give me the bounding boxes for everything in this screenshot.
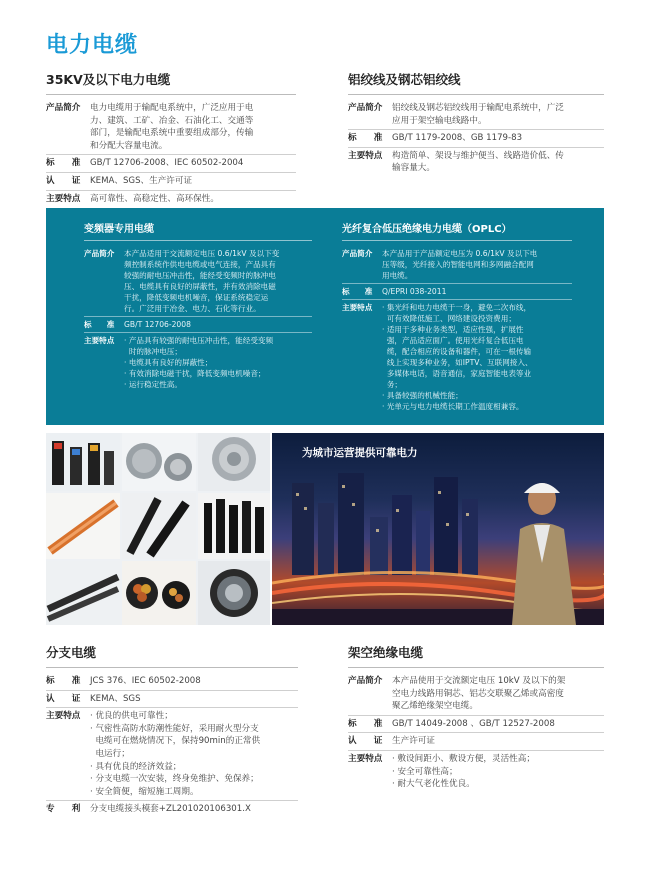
spec-row xyxy=(348,130,604,148)
section-title: 架空绝缘电缆 xyxy=(348,643,604,668)
spec-label: 主要特点 xyxy=(84,336,115,345)
spec-row xyxy=(46,173,296,191)
spec-line: KEMA、SGS xyxy=(90,693,141,704)
spec-line: · 安全可靠性高； xyxy=(392,766,458,777)
spec-value xyxy=(124,248,312,314)
spec-value xyxy=(90,175,296,188)
spec-value xyxy=(392,735,604,748)
spec-line: · 安全简便，缩短施工周期。 xyxy=(90,786,199,797)
spec-label: 标 准 xyxy=(342,287,373,296)
spec-line: 生产许可证 xyxy=(392,736,435,747)
spec-label: 标 准 xyxy=(84,320,115,329)
spec-label: 标 准 xyxy=(46,158,81,169)
section-title: 光纤复合低压绝缘电力电缆（OPLC） xyxy=(342,220,572,241)
spec-row xyxy=(348,751,604,793)
section-title: 铝绞线及钢芯铝绞线 xyxy=(348,70,604,95)
spec-row xyxy=(348,673,604,716)
spec-line: · 电缆具有良好的屏蔽性； xyxy=(124,358,213,367)
spec-value xyxy=(392,753,604,791)
spec-label: 专 利 xyxy=(46,804,81,815)
section-title: 35KV及以下电力电缆 xyxy=(46,70,296,95)
spec-value xyxy=(382,302,572,412)
spec-row xyxy=(84,317,312,333)
spec-line: · 具备较强的机械性能； xyxy=(382,391,463,400)
spec-line: 应用于架空输电线路中。 xyxy=(392,115,487,126)
spec-line: 较强的耐电压冲击性，能经受变频时的脉冲电 xyxy=(124,271,276,280)
spec-line: 本产品使用于交流额定电压 10kV 及以下的架 xyxy=(392,676,566,686)
spec-line: 本产品用于产品额定电压为 0.6/1kV 及以下电 xyxy=(382,249,538,258)
spec-line: GB/T 12706-2008 xyxy=(124,320,191,329)
spec-row xyxy=(348,100,604,130)
cable-photo-grid xyxy=(46,433,270,625)
spec-value xyxy=(124,319,312,330)
spec-line: 用电缆。 xyxy=(382,271,413,280)
spec-value xyxy=(382,286,572,297)
spec-row xyxy=(46,673,298,691)
spec-label: 主要特点 xyxy=(46,711,81,722)
spec-value xyxy=(392,102,604,127)
spec-line: · 光单元与电力电缆长期工作温度相兼容。 xyxy=(382,402,524,411)
spec-line: 压、电缆具有良好的屏蔽性，并有效消除电磁 xyxy=(124,282,276,291)
teal-feature-band xyxy=(46,208,604,425)
spec-label: 产品简介 xyxy=(348,676,383,686)
spec-row xyxy=(46,801,298,818)
spec-line: 压等级，光纤接入的智能电网和多网融合配网 xyxy=(382,260,534,269)
spec-label: 主要特点 xyxy=(342,303,373,312)
spec-label: 产品简介 xyxy=(342,249,373,258)
spec-value xyxy=(90,803,298,816)
spec-line: · 运行稳定性高。 xyxy=(124,380,182,389)
spec-label: 产品简介 xyxy=(348,103,383,113)
spec-line: 电缆可在燃烧情况下，保持90min的正常供 xyxy=(90,736,261,747)
spec-label: 产品简介 xyxy=(46,103,81,113)
spec-line: 分支电缆接头模套+ZL201020106301.X xyxy=(90,804,251,815)
spec-line: · 分支电缆一次安装，终身免维护、免保养； xyxy=(90,774,259,785)
section-title: 分支电缆 xyxy=(46,643,298,668)
spec-line: · 气密性高防水防潮性能好，采用耐火型分支 xyxy=(90,723,259,734)
spec-line: 输容量大。 xyxy=(392,163,435,174)
spec-line: 电运行； xyxy=(90,748,130,759)
spec-value xyxy=(392,132,604,145)
spec-line: 铝绞线及钢芯铝绞线用于输配电系统中，广泛 xyxy=(392,103,564,113)
spec-label: 标 准 xyxy=(46,676,81,686)
section-vfd-cable xyxy=(84,220,312,392)
spec-line: 频控制系统作供电电缆或电气连接，产品具有 xyxy=(124,260,276,269)
hero-title: 为城市运营提供可靠电力 xyxy=(302,447,418,459)
spec-line: 缆，配合相应的设备和器件，可在一根传输 xyxy=(382,347,532,356)
spec-label: 认 证 xyxy=(46,175,81,186)
spec-row xyxy=(348,733,604,751)
spec-line: · 有效消除电磁干扰，降低变频电机噪音； xyxy=(124,369,266,378)
spec-line: 务； xyxy=(382,380,403,389)
spec-line: · 产品具有较强的耐电压冲击性，能经受变频 xyxy=(124,336,274,345)
spec-label: 认 证 xyxy=(46,693,81,704)
spec-line: · 集光纤和电力电缆于一身，避免二次布线， xyxy=(382,303,532,312)
spec-row xyxy=(46,691,298,709)
spec-line: · 敷设间距小、敷设方便，灵活性高； xyxy=(392,753,535,764)
spec-line: 可有效降低施工、网络建设投资费用； xyxy=(382,314,516,323)
spec-line: 行。广泛用于冶金、电力、石化等行业。 xyxy=(124,304,261,313)
spec-line: 多媒体电话，语音通信，家庭智能电表等业 xyxy=(382,369,532,378)
city-hero-image xyxy=(272,433,604,625)
spec-value xyxy=(392,718,604,731)
section-overhead-insulated-cable xyxy=(348,643,604,793)
spec-value xyxy=(90,193,296,206)
spec-row xyxy=(342,300,572,414)
spec-row xyxy=(342,246,572,284)
spec-label: 标 准 xyxy=(348,133,383,144)
spec-line: Q/EPRI 038-2011 xyxy=(382,287,447,296)
spec-line: GB/T 14049-2008 、GB/T 12527-2008 xyxy=(392,718,555,729)
section-oplc-cable xyxy=(342,220,572,414)
spec-line: 空电力线路用铜芯、铝芯交联聚乙烯或高密度 xyxy=(392,688,564,699)
spec-line: GB/T 12706-2008、IEC 60502-2004 xyxy=(90,158,244,169)
spec-line: · 优良的供电可靠性； xyxy=(90,711,173,722)
spec-value xyxy=(90,675,298,688)
spec-line: KEMA、SGS、生产许可证 xyxy=(90,175,193,186)
spec-line: 高可靠性、高稳定性、高环保性。 xyxy=(90,193,219,204)
spec-line: · 耐大气老化性优良。 xyxy=(392,779,475,790)
spec-label: 主要特点 xyxy=(46,193,81,204)
spec-value xyxy=(124,335,312,390)
spec-label: 主要特点 xyxy=(348,150,383,161)
spec-row xyxy=(348,148,604,177)
spec-line: 部门，是输配电系统中重要组成部分，传输 xyxy=(90,128,254,139)
spec-line: 本产品适用于交流额定电压 0.6/1kV 及以下变 xyxy=(124,249,280,258)
spec-line: · 具有优良的经济效益； xyxy=(90,761,182,772)
spec-line: 聚乙烯绝缘架空电缆。 xyxy=(392,701,478,712)
spec-row xyxy=(84,246,312,317)
spec-line: GB/T 1179-2008、GB 1179-83 xyxy=(392,133,523,144)
spec-value xyxy=(90,710,298,798)
spec-row xyxy=(348,716,604,734)
spec-row xyxy=(342,284,572,300)
page-title: 电力电缆 xyxy=(46,33,139,58)
spec-row xyxy=(46,191,296,208)
spec-label: 标 准 xyxy=(348,718,383,729)
spec-label: 认 证 xyxy=(348,736,383,747)
city-skyline-image xyxy=(272,433,604,625)
spec-value xyxy=(392,675,604,713)
spec-label: 产品简介 xyxy=(84,249,115,258)
spec-line: 构造简单、架设与维护便当、线路造价低、传 xyxy=(392,150,564,161)
spec-row xyxy=(46,155,296,173)
spec-row xyxy=(46,708,298,801)
section-branch-cable xyxy=(46,643,298,818)
section-35kv-power-cable xyxy=(46,70,296,207)
section-aluminum-stranded-wire xyxy=(348,70,604,177)
spec-row xyxy=(84,333,312,392)
spec-line: · 适用于多种业务类型，适应性强，扩展性 xyxy=(382,325,524,334)
section-title: 变频器专用电缆 xyxy=(84,220,312,241)
spec-line: 和分配大容量电流。 xyxy=(90,140,168,151)
cable-photos-image xyxy=(46,433,270,625)
spec-value xyxy=(382,248,572,281)
spec-value xyxy=(90,157,296,170)
spec-value xyxy=(392,150,604,175)
spec-line: 干扰，降低变频电机噪音，保证系统稳定运 xyxy=(124,293,269,302)
spec-line: 力、建筑、工矿、冶金、石油化工、交通等 xyxy=(90,115,254,126)
spec-line: 时的脉冲电压； xyxy=(124,347,182,356)
spec-value xyxy=(90,693,298,706)
spec-line: 线上实现多种业务，如IPTV、互联网接入、 xyxy=(382,358,533,367)
spec-line: JCS 376、IEC 60502-2008 xyxy=(90,676,201,686)
spec-line: 强，产品适应面广。使用光纤复合低压电 xyxy=(382,336,524,345)
spec-label: 主要特点 xyxy=(348,753,383,764)
spec-value xyxy=(90,102,296,152)
spec-line: 电力电缆用于输配电系统中，广泛应用于电 xyxy=(90,103,254,113)
spec-row xyxy=(46,100,296,155)
